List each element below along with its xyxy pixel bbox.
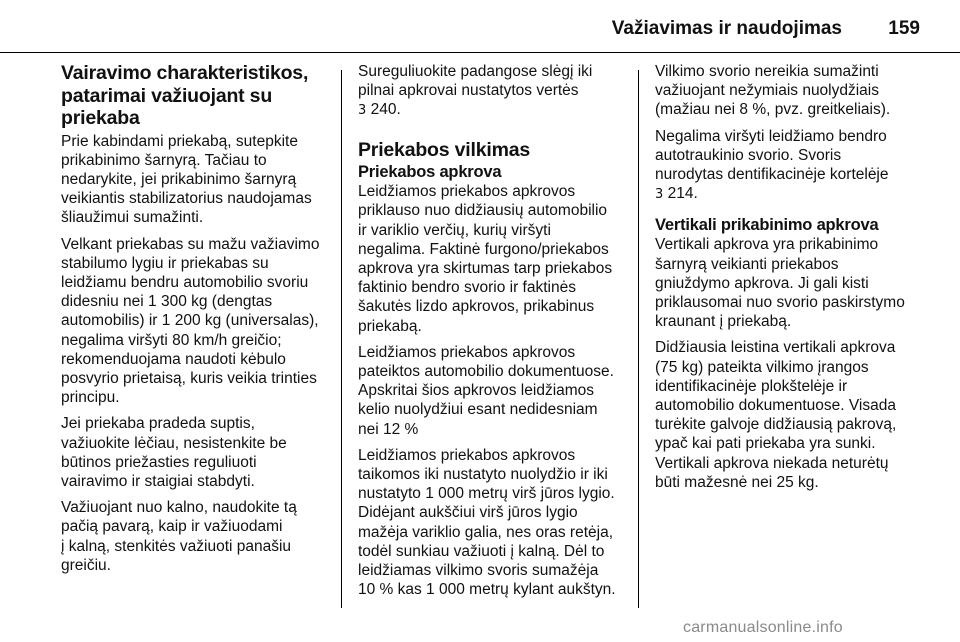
paragraph [655, 127, 925, 205]
paragraph [358, 62, 628, 121]
paragraph: Prie kabindami priekabą, sutepkite prikabinimo šarnyrą. Tačiau to nedarykite, jei prikabinimo šarnyrą veikiantis stabilizatorius naudojamas šliaužimui sumažinti. [61, 132, 312, 227]
page-reference-icon: 3 [655, 187, 664, 203]
page-number: 159 [888, 18, 920, 39]
column-left [61, 62, 333, 582]
paragraph: Jei priekaba pradeda suptis, važiuokite lėčiau, nesistenkite be būtinos priežasties reguliuoti vairavimo ir staigiai stabdyti. [61, 415, 287, 490]
column-divider [638, 70, 639, 608]
paragraph: Didžiausia leistina vertikali apkrova (75 kg) pateikta vilkimo įrangos identifikacinėje plokštelėje ir automobilio dokumentuose. Visada turėkite galvoje didžiausią pakrovą, ypač kai pati priekaba yra sunki. Vertikali apkrova niekada neturėtų būti mažesnė nei 25 kg. [655, 339, 897, 491]
subsection-heading: Priekabos apkrova [358, 163, 502, 182]
column-right [655, 62, 925, 499]
paragraph: Vertikali apkrova yra prikabinimo šarnyrą veikianti priekabos gniuždymo apkrova. Ji gali kisti priklausomai nuo svorio paskirstymo kraunant į priekabą. [655, 236, 905, 331]
subsection-heading: Vertikali prikabinimo apkrova [655, 216, 879, 235]
column-divider [341, 70, 342, 608]
page-reference-icon: 3 [358, 103, 367, 119]
page-reference-link[interactable]: 240. [366, 101, 401, 119]
section-heading: Priekabos vilkimas [358, 138, 531, 161]
running-title: Važiavimas ir naudojimas [611, 18, 842, 39]
watermark: carmanualsonline.info [683, 619, 843, 636]
paragraph: Leidžiamos priekabos apkrovos pateiktos automobilio dokumentuose. Apskritai šios apkrovos leidžiamos kelio nuolydžiui esant nedidesniam nei 12 % [358, 343, 614, 438]
column-middle [358, 62, 628, 606]
paragraph: Važiuojant nuo kalno, naudokite tą pačią pavarą, kaip ir važiuodami į kalną, stenkitės važiuoti panašiu greičiu. [61, 499, 297, 574]
section-heading: Vairavimo charakteristikos, patarimai važiuojant su priekaba [61, 62, 309, 129]
page-reference-link[interactable]: 214. [663, 185, 698, 203]
paragraph-text: Negalima viršyti leidžiamo bendro autotraukinio svorio. Svoris nurodytas dentifikacinėje kortelėje [655, 127, 889, 184]
page-header [0, 0, 960, 52]
paragraph: Vilkimo svorio nereikia sumažinti važiuojant nežymiais nuolydžiais (mažiau nei 8 %, pvz. greitkeliais). [655, 63, 891, 119]
header-rule [0, 52, 960, 53]
paragraph: Leidžiamos priekabos apkrovos priklauso nuo didžiausių automobilio ir variklio verčių, kurių viršyti negalima. Faktinė furgono/priekabos apkrova yra skirtumas tarp priekabos faktinio bendro svorio ir faktinės šakutės lizdo apkrovos, prikabinus priekabą. [358, 183, 613, 335]
paragraph: Velkant priekabas su mažu važiavimo stabilumo lygiu ir priekabas su leidžiamu bendru automobilio svoriu didesniu nei 1 300 kg (dengtas automobilis) ir 1 200 kg (universalas), negalima viršyti 80 km/h greičio; rekomenduojama naudoti kėbulo posvyrio prietaisą, kuris veikia trinties principu. [61, 235, 320, 407]
paragraph-text: Sureguliuokite padangose slėgį iki pilnai apkrovai nustatytos vertės [358, 63, 593, 100]
paragraph: Leidžiamos priekabos apkrovos taikomos iki nustatyto nuolydžio ir iki nustatyto 1 000 metrų virš jūros lygio. Didėjant aukščiui virš jūros lygio mažėja variklio galia, nes oras retėja, todėl sunkiau važiuoti į kalną. Dėl to leidžiamas vilkimo svoris sumažėja 10 % kas 1 000 metrų kylant aukštyn. [358, 446, 616, 599]
